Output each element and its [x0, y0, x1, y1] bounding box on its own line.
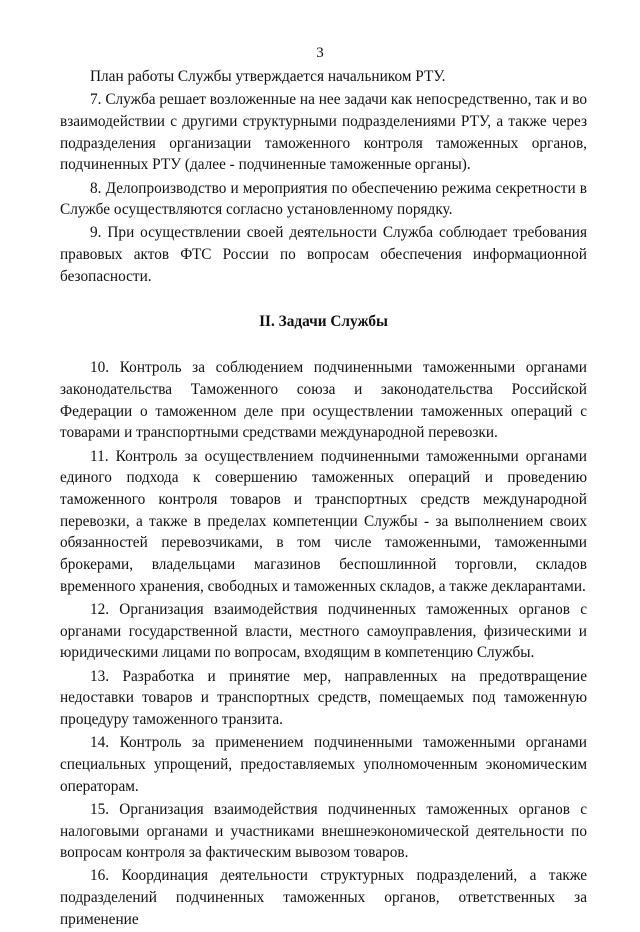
paragraph-10: 10. Контроль за соблюдением подчиненными таможенными органами законодательства Таможенного союза и законодательства Российской Федерации о таможенном деле при осуществлении таможенных операций с товарами и транспортными средствами международной перевозки. [60, 359, 587, 442]
paragraph-9: 9. При осуществлении своей деятельности Служба соблюдает требования правовых актов ФТС России по вопросам обеспечения информационной безопасности. [60, 224, 587, 285]
paragraph-16: 16. Координация деятельности структурных подразделений, а также подразделений подчиненных таможенных органов, ответственных за применение [60, 867, 587, 928]
paragraph-8: 8. Делопроизводство и мероприятия по обеспечению режима секретности в Службе осуществляются согласно установленному порядку. [60, 179, 587, 219]
paragraph-work-plan: План работы Службы утверждается начальником РТУ. [90, 68, 446, 85]
paragraph-12: 12. Организация взаимодействия подчиненных таможенных органов с органами государственной власти, местного самоуправления, физическими и юридическими лицами по вопросам, входящим в компетенцию Службы. [60, 600, 587, 662]
paragraph-11: 11. Контроль за осуществлением подчиненными таможенными органами единого подхода к совершению таможенных операций и проведению таможенного контроля товаров и транспортных средств международной перевозки, а также в пределах компетенции Службы - за выполнением своих обязанностей перевозчиками, в том числе таможенными, таможенными брокерами, владельцами магазинов беспошлинной торговли, складов временного хранения, свободных и таможенных складов, а также декларантами. [60, 447, 587, 595]
paragraph-13: 13. Разработка и принятие мер, направленных на предотвращение недоставки товаров и транспортных средств, помещаемых под таможенную процедуру таможенного транзита. [60, 667, 587, 728]
section-heading: II. Задачи Службы [259, 312, 388, 330]
paragraph-15: 15. Организация взаимодействия подчиненных таможенных органов с налоговыми органами и участниками внешнеэкономической деятельности по вопросам контроля за фактическим вывозом товаров. [60, 800, 587, 862]
paragraph-14: 14. Контроль за применением подчиненными таможенными органами специальных упрощений, предоставляемых уполномоченным экономическим операторам. [60, 734, 587, 795]
page-number: 3 [316, 45, 324, 61]
document-body [60, 66, 587, 932]
paragraph-7: 7. Служба решает возложенные на нее задачи как непосредственно, так и во взаимодействии с другими структурными подразделениями РТУ, а также через подразделения организации таможенного контроля таможенных органов, подчиненных РТУ (далее - подчиненные таможенные органы). [60, 91, 587, 174]
